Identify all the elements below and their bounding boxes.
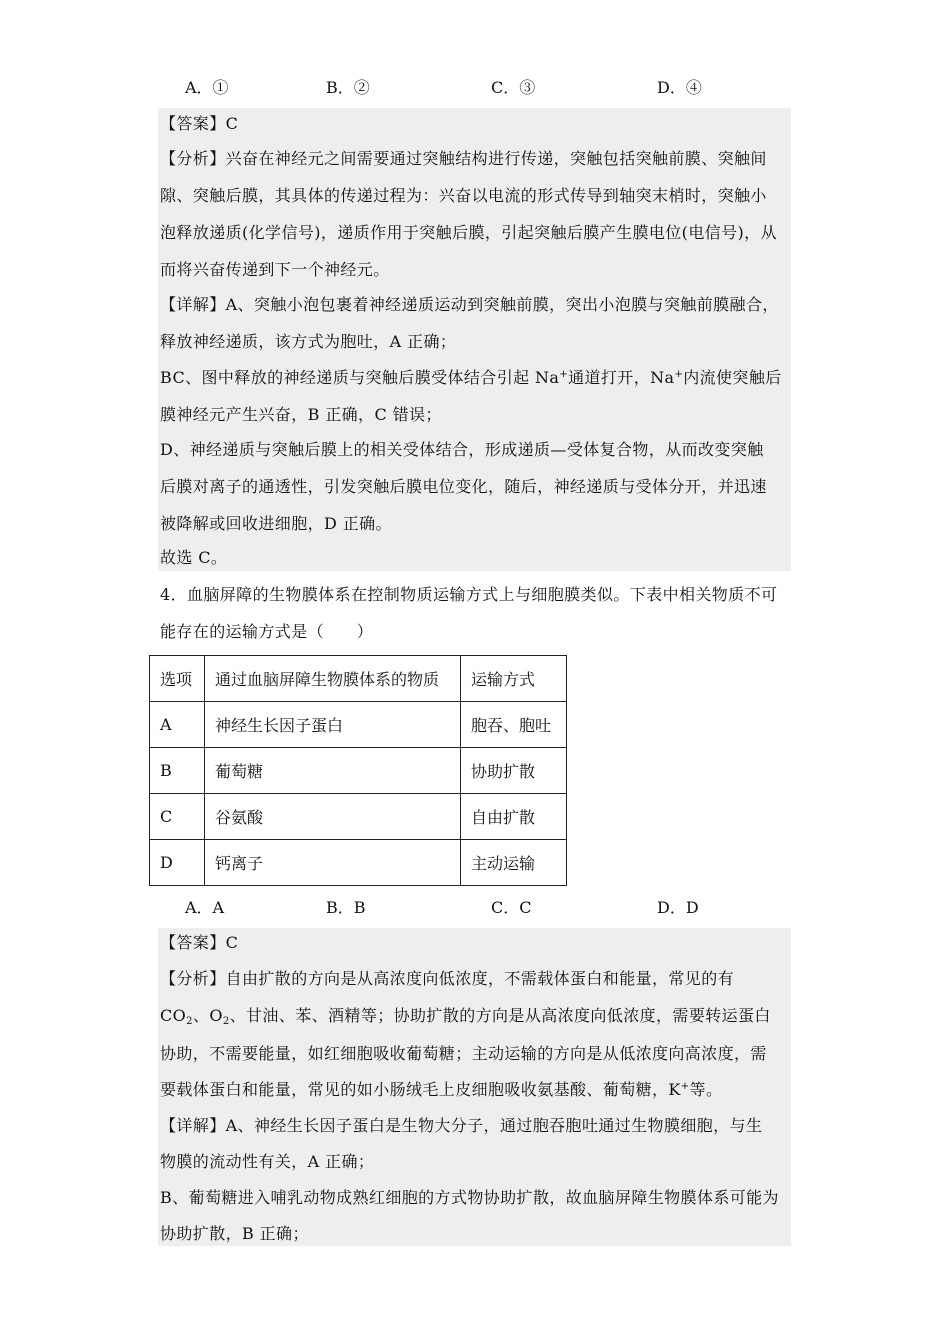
table-cell: 主动运输 [461, 840, 567, 886]
q4-table [149, 655, 567, 886]
q4-detail-a-line: 物膜的流动性有关，A 正确； [160, 1152, 375, 1171]
q4-stem-line: 能存在的运输方式是（ ） [160, 622, 374, 641]
superscript-plus: + [559, 369, 569, 380]
table-header-cell: 选项 [150, 656, 205, 702]
table-cell: 自由扩散 [461, 794, 567, 840]
q3-option-c[interactable]: C．③ [491, 78, 536, 97]
q4-answer: 【答案】C [160, 933, 239, 952]
subscript-two: 2 [222, 1016, 230, 1027]
q4-options [185, 896, 785, 920]
table-row [150, 702, 567, 748]
table-header-cell: 通过血脑屏障生物膜体系的物质 [205, 656, 461, 702]
q4-detail-a-line: 【详解】A、神经生长因子蛋白是生物大分子，通过胞吞胞吐通过生物膜细胞，与生 [160, 1116, 763, 1135]
q4-detail-b-line: 协助扩散，B 正确； [160, 1224, 309, 1243]
table-cell: A [150, 702, 205, 748]
table-cell: 协助扩散 [461, 748, 567, 794]
table-cell: 葡萄糖 [205, 748, 461, 794]
table-row [150, 840, 567, 886]
q3-detail-d-line: 后膜对离子的通透性，引发突触后膜电位变化，随后，神经递质与受体分开，并迅速 [160, 477, 767, 496]
q3-analysis-line: 【分析】兴奋在神经元之间需要通过突触结构进行传递，突触包括突触前膜、突触间 [160, 149, 767, 168]
q4-option-b[interactable]: B．B [326, 898, 366, 917]
q4-analysis-line: 【分析】自由扩散的方向是从高浓度向低浓度，不需载体蛋白和能量，常见的有 [160, 969, 735, 988]
q4-option-a[interactable]: A．A [185, 898, 225, 917]
q3-options [185, 76, 785, 100]
table-row [150, 794, 567, 840]
table-row [150, 748, 567, 794]
table-cell: D [150, 840, 205, 886]
q3-detail-d-line: 被降解或回收进细胞，D 正确。 [160, 514, 392, 533]
q3-analysis-line: 隙、突触后膜，其具体的传递过程为：兴奋以电流的形式传导到轴突末梢时，突触小 [160, 186, 767, 205]
q3-detail-bc-line: BC、图中释放的神经递质与突触后膜受体结合引起 Na+通道打开，Na+内流使突触后 [160, 368, 782, 387]
q4-stem-line: 4．血脑屏障的生物膜体系在控制物质运输方式上与细胞膜类似。下表中相关物质不可 [160, 585, 778, 604]
superscript-plus: + [674, 369, 684, 380]
q3-option-d[interactable]: D．④ [657, 78, 702, 97]
q3-answer: 【答案】C [160, 114, 239, 133]
q3-option-b[interactable]: B．② [326, 78, 370, 97]
table-cell: 胞吞、胞吐 [461, 702, 567, 748]
q3-detail-a-line: 释放神经递质，该方式为胞吐，A 正确； [160, 332, 457, 351]
table-cell: 神经生长因子蛋白 [205, 702, 461, 748]
q3-conclusion: 故选 C。 [160, 548, 228, 567]
subscript-two: 2 [186, 1016, 193, 1027]
table-cell: C [150, 794, 205, 840]
table-cell: 钙离子 [205, 840, 461, 886]
q4-analysis-line: 要载体蛋白和能量，常见的如小肠绒毛上皮细胞吸收氨基酸、葡萄糖，K+等。 [160, 1080, 723, 1099]
q4-analysis-line: 协助，不需要能量，如红细胞吸收葡萄糖；主动运输的方向是从低浓度向高浓度，需 [160, 1044, 767, 1063]
q4-analysis-line: $CO_2$、$O_2$、甘油、苯、酒精等；协助扩散的方向是从高浓度向低浓度，需要转运蛋白 [160, 1006, 771, 1027]
q4-detail-b-line: B、葡萄糖进入哺乳动物成熟红细胞的方式物协助扩散，故血脑屏障生物膜体系可能为 [160, 1188, 779, 1207]
table-header-cell: 运输方式 [461, 656, 567, 702]
q3-analysis-line: 泡释放递质(化学信号)，递质作用于突触后膜，引起突触后膜产生膜电位(电信号)，从 [160, 223, 777, 242]
superscript-plus: + [680, 1081, 690, 1092]
q3-detail-bc-line: 膜神经元产生兴奋，B 正确，C 错误； [160, 405, 442, 424]
table-cell: B [150, 748, 205, 794]
q3-detail-a-line: 【详解】A、突触小泡包裹着神经递质运动到突触前膜，突出小泡膜与突触前膜融合， [160, 295, 779, 314]
q4-option-d[interactable]: D．D [657, 898, 699, 917]
table-header-row [150, 656, 567, 702]
q4-option-c[interactable]: C．C [491, 898, 532, 917]
q3-analysis-line: 而将兴奋传递到下一个神经元。 [160, 260, 390, 279]
q3-option-a[interactable]: A．① [185, 78, 229, 97]
table-cell: 谷氨酸 [205, 794, 461, 840]
q3-detail-d-line: D、神经递质与突触后膜上的相关受体结合，形成递质—受体复合物，从而改变突触 [160, 440, 764, 459]
